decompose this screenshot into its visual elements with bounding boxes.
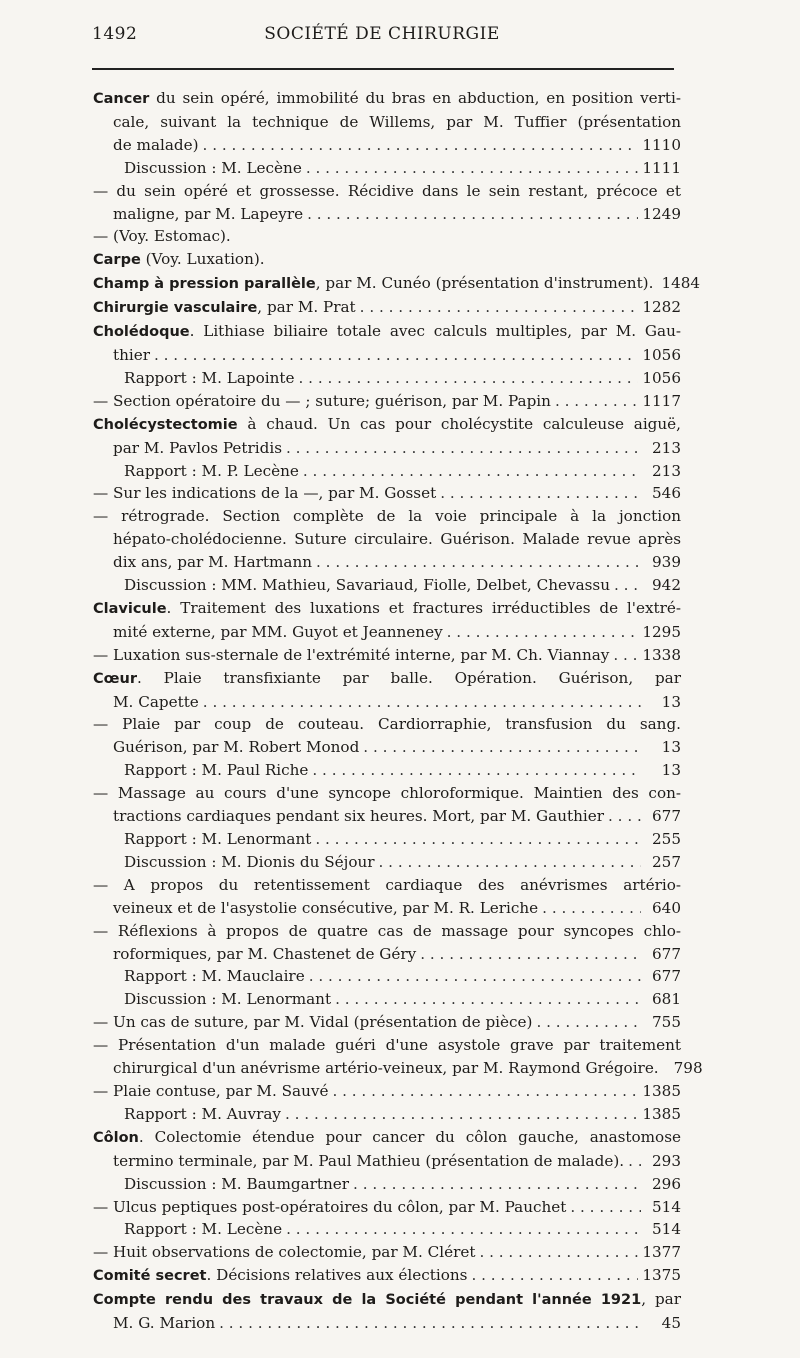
dot-leader [570, 1196, 641, 1219]
index-line [93, 782, 681, 805]
entry-text: Clavicule. Traitement des luxations et fractures irréductibles de l'extré- [93, 598, 681, 617]
entry-text: hépato-cholédocienne. Suture circulaire. Guérison. Malade revue après [113, 530, 681, 549]
entry-text: Discussion : M. Baumgartner [124, 1174, 350, 1193]
entry-text: — Section opératoire du — ; suture; guérison, par M. Papin [93, 391, 551, 410]
entry-text: Rapport : M. Mauclaire [124, 967, 305, 986]
dot-leader [307, 203, 638, 226]
index-line [93, 320, 681, 344]
index-line [93, 1080, 681, 1103]
index-line [93, 482, 681, 505]
dot-leader [440, 482, 641, 505]
index-line [93, 111, 681, 134]
index-entry [93, 828, 681, 851]
entry-text: Rapport : M. Auvray [124, 1104, 281, 1123]
page-reference: 1385 [642, 1081, 681, 1100]
index-line [93, 528, 681, 551]
index-line [93, 203, 681, 226]
index-line [93, 460, 681, 483]
dot-leader [353, 1173, 641, 1196]
index-line [93, 1126, 681, 1150]
dot-leader [360, 296, 639, 319]
entry-text: Rapport : M. Lecène [124, 1220, 283, 1239]
index-entry [93, 713, 681, 759]
entry-text: cale, suivant la technique de Willems, par M. Tuffier (présentation [113, 112, 681, 131]
entry-text: — Huit observations de colectomie, par M. Cléret [93, 1243, 476, 1262]
index-entry [93, 87, 681, 157]
dot-leader [363, 736, 641, 759]
index-line [93, 1057, 703, 1080]
entry-text: M. Capette [113, 692, 199, 711]
header-rule [92, 68, 674, 70]
index-line [93, 897, 681, 920]
index-line [93, 505, 681, 528]
index-entry [93, 460, 681, 483]
entry-text: Rapport : M. Paul Riche [124, 761, 309, 780]
entry-text: maligne, par M. Lapeyre [113, 204, 304, 223]
index-entry [93, 248, 681, 272]
index-entry [93, 782, 681, 828]
index-line [93, 574, 681, 597]
index-line [93, 248, 681, 272]
index-line [93, 344, 681, 367]
entry-text: — rétrograde. Section complète de la voie principale à la jonction [93, 507, 681, 526]
entry-text: Cancer du sein opéré, immobilité du bras en abduction, en position verti- [93, 89, 681, 107]
page-reference: 798 [673, 1059, 703, 1078]
index-line [93, 644, 681, 667]
page-reference: 13 [661, 692, 681, 711]
index-line [93, 713, 681, 736]
index-entry [93, 597, 681, 644]
page-reference: 939 [652, 553, 681, 572]
page-reference: 213 [652, 461, 681, 480]
page-reference: 45 [661, 1314, 681, 1333]
index-entry [93, 1218, 681, 1241]
index-line [93, 367, 681, 390]
page-reference: 677 [652, 807, 681, 826]
entry-text: roformiques, par M. Chastenet de Géry [113, 944, 417, 963]
entry-text: Cholédoque. Lithiase biliaire totale avec calculs multiples, par M. Gau- [93, 322, 681, 341]
dot-leader [379, 851, 641, 874]
page-reference: 1385 [642, 1104, 681, 1123]
index-entry [93, 1264, 681, 1288]
entry-text: de malade) [113, 135, 199, 154]
entry-text: Rapport : M. Lapointe [124, 368, 295, 387]
index-line [93, 920, 681, 943]
page-reference: 1377 [642, 1243, 681, 1262]
page-reference: 255 [652, 830, 681, 848]
dot-leader [613, 644, 638, 667]
entry-text: — A propos du retentissement cardiaque des anévrismes artério- [93, 875, 681, 894]
index-entry [93, 1011, 681, 1034]
index-entry [93, 759, 681, 782]
index-line [93, 390, 681, 413]
dot-leader [542, 897, 641, 920]
page-reference: 1282 [642, 298, 681, 317]
index-entry [93, 667, 681, 714]
entry-text: — Massage au cours d'une syncope chloroformique. Maintien des con- [93, 784, 681, 803]
index-entry [93, 1034, 703, 1080]
entry-text: chirurgical d'un anévrisme artério-veineux, par M. Raymond Grégoire. [113, 1059, 659, 1078]
index-line [93, 759, 681, 782]
entry-text: — Un cas de suture, par M. Vidal (présentation de pièce) [93, 1013, 533, 1032]
dot-leader [536, 1011, 641, 1034]
dot-leader [471, 1264, 638, 1287]
entry-text: M. G. Marion [113, 1314, 216, 1333]
index-line [93, 225, 681, 248]
index-line [93, 736, 681, 759]
page-reference: 13 [661, 738, 681, 757]
index-entry [93, 988, 681, 1011]
index-line [93, 1173, 681, 1196]
index-entry [93, 157, 681, 180]
index-line [93, 805, 681, 828]
dot-leader [614, 574, 641, 597]
entry-text: veineux et de l'asystolie consécutive, par M. R. Leriche [113, 898, 539, 917]
index-line [93, 551, 681, 574]
entry-text: Guérison, par M. Robert Monod [113, 738, 360, 757]
page-reference: 213 [652, 438, 681, 457]
dot-leader [303, 460, 641, 483]
page-reference: 257 [652, 852, 681, 871]
index-entry [93, 296, 681, 320]
page-reference: 1375 [642, 1266, 681, 1285]
index-entry [93, 180, 681, 226]
running-title: SOCIÉTÉ DE CHIRURGIE [264, 24, 500, 44]
page-reference: 1056 [642, 345, 681, 364]
index-line [93, 597, 681, 621]
page-reference: 1295 [642, 622, 681, 641]
entry-text: tractions cardiaques pendant six heures. Mort, par M. Gauthier [113, 807, 605, 826]
dot-leader [299, 367, 639, 390]
page-reference: 293 [652, 1151, 681, 1170]
index-entry [93, 1126, 681, 1173]
index-entry [93, 367, 681, 390]
index-entry [93, 272, 701, 296]
dot-leader [447, 621, 639, 644]
dot-leader [309, 965, 641, 988]
index-entry [93, 574, 681, 597]
dot-leader [316, 551, 641, 574]
index-line [93, 1241, 681, 1264]
index-line [93, 621, 681, 644]
entry-text: Compte rendu des travaux de la Société pendant l'année 1921, par [93, 1290, 681, 1309]
page-reference: 546 [652, 484, 681, 503]
index-line [93, 1288, 681, 1312]
index-line [93, 180, 681, 203]
dot-leader [608, 805, 641, 828]
index-entry [93, 1103, 681, 1126]
entry-text: mité externe, par MM. Guyot et Jeanneney [113, 622, 443, 641]
page-reference: 681 [652, 990, 681, 1009]
dot-leader [420, 943, 641, 966]
page-reference: 942 [652, 576, 681, 595]
entry-text: Comité secret. Décisions relatives aux élections [93, 1266, 468, 1285]
entry-text: Discussion : M. Lecène [124, 158, 302, 177]
dot-leader [306, 157, 639, 180]
index-line [93, 965, 681, 988]
entry-text: Rapport : M. Lenormant [124, 830, 312, 848]
index-line [93, 1196, 681, 1219]
index-line [93, 157, 681, 180]
entry-text: thier [113, 345, 150, 364]
page-reference: 1249 [642, 204, 681, 223]
index-line [93, 874, 681, 897]
entry-text: — Ulcus peptiques post-opératoires du côlon, par M. Pauchet [93, 1197, 567, 1216]
index-line [93, 272, 701, 296]
page-reference: 1056 [642, 368, 681, 387]
entry-text: — Réflexions à propos de quatre cas de massage pour syncopes chlo- [93, 921, 681, 940]
page-reference: 755 [652, 1013, 681, 1032]
entry-text: — Présentation d'un malade guéri d'une asystole grave par traitement [93, 1036, 681, 1055]
index-line [93, 1312, 681, 1335]
entry-text: — Sur les indications de la —, par M. Gosset [93, 484, 437, 503]
dot-leader [203, 691, 641, 714]
index-entry [93, 1196, 681, 1219]
index-line [93, 1150, 681, 1173]
index-entry [93, 225, 681, 248]
index-line [93, 667, 681, 691]
page-reference: 1338 [642, 645, 681, 664]
page-reference: 677 [652, 944, 681, 963]
page-reference: 1117 [642, 391, 681, 410]
dot-leader [555, 390, 638, 413]
entry-text: — Plaie contuse, par M. Sauvé [93, 1081, 329, 1100]
entry-text: — Luxation sus-sternale de l'extrémité interne, par M. Ch. Viannay [93, 645, 610, 664]
dot-leader [628, 1150, 641, 1173]
page-reference: 677 [652, 967, 681, 986]
page-number: 1492 [92, 24, 138, 44]
index-line [93, 691, 681, 714]
index-line [93, 134, 681, 157]
page-reference: 13 [661, 761, 681, 780]
entry-text: dix ans, par M. Hartmann [113, 553, 313, 572]
index-line [93, 1011, 681, 1034]
entry-text: — Plaie par coup de couteau. Cardiorraphie, transfusion du sang. [93, 715, 681, 734]
index-entry [93, 390, 681, 413]
index-entry [93, 1080, 681, 1103]
dot-leader [219, 1312, 641, 1335]
index-entry [93, 505, 681, 574]
index-entry [93, 482, 681, 505]
index-list [93, 87, 703, 1335]
entry-text: Cœur. Plaie transfixiante par balle. Opération. Guérison, par [93, 668, 681, 687]
index-line [93, 988, 681, 1011]
index-line [93, 1264, 681, 1288]
index-line [93, 296, 681, 320]
index-entry [93, 874, 681, 920]
dot-leader [312, 759, 641, 782]
page-reference: 1111 [642, 158, 681, 177]
entry-text: Discussion : MM. Mathieu, Savariaud, Fiolle, Delbet, Chevassu [124, 576, 610, 595]
index-entry [93, 320, 681, 367]
dot-leader [335, 988, 641, 1011]
page-reference: 640 [652, 898, 681, 917]
entry-text: termino terminale, par M. Paul Mathieu (présentation de malade). [113, 1151, 625, 1170]
index-entry [93, 965, 681, 988]
index-entry [93, 413, 681, 460]
entry-text: — du sein opéré et grossesse. Récidive dans le sein restant, précoce et [93, 181, 681, 200]
entry-text: — (Voy. Estomac). [93, 227, 231, 246]
index-line [93, 437, 681, 460]
index-entry [93, 1288, 681, 1335]
index-line [93, 87, 681, 111]
index-line [93, 1218, 681, 1241]
entry-text: Cholécystectomie à chaud. Un cas pour cholécystite calculeuse aiguë, [93, 414, 681, 433]
dot-leader [315, 828, 641, 851]
page-reference: 514 [652, 1197, 681, 1216]
index-entry [93, 644, 681, 667]
dot-leader [154, 344, 638, 367]
dot-leader [479, 1241, 638, 1264]
page-reference: 1484 [661, 274, 701, 293]
dot-leader [286, 437, 641, 460]
dot-leader [285, 1103, 638, 1126]
entry-text: Côlon. Colectomie étendue pour cancer du côlon gauche, anastomose [93, 1127, 681, 1146]
entry-text: Carpe (Voy. Luxation). [93, 250, 265, 269]
index-entry [93, 1241, 681, 1264]
index-entry [93, 920, 681, 966]
dot-leader [203, 134, 639, 157]
dot-leader [332, 1080, 638, 1103]
index-line [93, 828, 681, 851]
dot-leader [286, 1218, 641, 1241]
index-line [93, 413, 681, 437]
entry-text: Chirurgie vasculaire, par M. Prat [93, 298, 356, 317]
entry-text: par M. Pavlos Petridis [113, 438, 282, 457]
entry-text: Discussion : M. Lenormant [124, 990, 332, 1009]
page-reference: 1110 [642, 135, 681, 154]
entry-text: Rapport : M. P. Lecène [124, 461, 299, 480]
page-reference: 296 [652, 1174, 681, 1193]
index-line [93, 1034, 681, 1057]
index-line [93, 943, 681, 966]
index-line [93, 851, 681, 874]
index-entry [93, 1173, 681, 1196]
index-entry [93, 851, 681, 874]
entry-text: Discussion : M. Dionis du Séjour [124, 852, 375, 871]
page-header [92, 24, 672, 44]
index-line [93, 1103, 681, 1126]
page-reference: 514 [652, 1220, 681, 1239]
entry-text: Champ à pression parallèle, par M. Cunéo (présentation d'instrument). [93, 274, 654, 293]
